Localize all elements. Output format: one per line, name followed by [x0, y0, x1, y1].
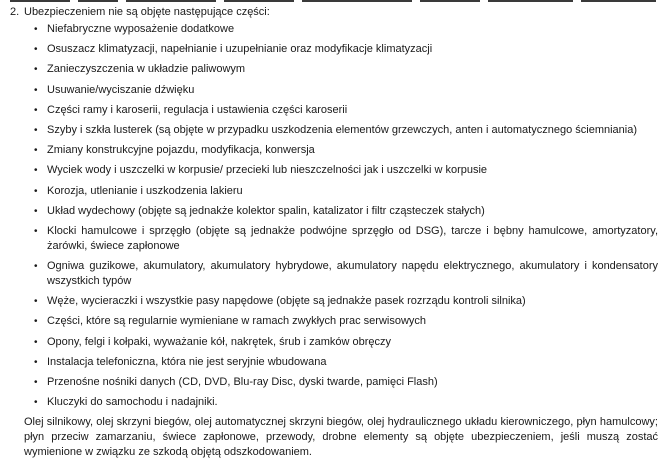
list-item: • Opony, felgi i kołpaki, wyważanie kół, nakrętek, śrub i zamków obręczy [34, 335, 658, 350]
section-number: 2. [10, 6, 20, 18]
cropped-text-edge [0, 0, 668, 2]
list-item: • Zmiany konstrukcyjne pojazdu, modyfikacja, konwersja [34, 143, 658, 158]
list-item: • Układ wydechowy (objęte są jednakże kolektor spalin, katalizator i filtr cząsteczek stałych) [34, 204, 658, 219]
list-item: • Węże, wycieraczki i wszystkie pasy napędowe (objęte są jednakże pasek rozrządu kontroli silnika) [34, 294, 658, 309]
list-item: • Korozja, utlenianie i uszkodzenia lakieru [34, 184, 658, 199]
list-item: • Instalacja telefoniczna, która nie jest seryjnie wbudowana [34, 355, 658, 370]
list-item: • Ogniwa guzikowe, akumulatory, akumulatory hybrydowe, akumulatory napędu elektrycznego, akumulatory i kondensatory wszystkich typów [34, 259, 658, 289]
section-heading-text: Ubezpieczeniem nie są objęte następujące części: [24, 6, 270, 18]
list-item: • Klocki hamulcowe i sprzęgło (objęte są jednakże podwójne sprzęgło od DSG), tarcze i bębny hamulcowe, amortyzatory, żarówki, świece zapłonowe [34, 224, 658, 254]
list-item: • Usuwanie/wyciszanie dźwięku [34, 83, 658, 98]
list-item: • Przenośne nośniki danych (CD, DVD, Blu-ray Disc, dyski twarde, pamięci Flash) [34, 375, 658, 390]
list-item: • Części, które są regularnie wymieniane w ramach zwykłych prac serwisowych [34, 314, 658, 329]
list-item: • Niefabryczne wyposażenie dodatkowe [34, 22, 658, 37]
list-item: • Wyciek wody i uszczelki w korpusie/ przecieki lub nieszczelności jak i uszczelki w korpusie [34, 163, 658, 178]
list-item: • Kluczyki do samochodu i nadajniki. [34, 395, 658, 410]
list-item: • Szyby i szkła lusterek (są objęte w przypadku uszkodzenia elementów grzewczych, anten i automatycznego ściemniania) [34, 123, 658, 138]
list-item: • Części ramy i karoserii, regulacja i ustawienia części karoserii [34, 103, 658, 118]
excluded-parts-list [10, 22, 658, 410]
covered-parts-paragraph: Olej silnikowy, olej skrzyni biegów, olej automatycznej skrzyni biegów, olej hydraulicznego układu kierowniczego, płyn hamulcowy; płyn przeciw zamarzaniu, świece zapłonowe, przewody, drobne elementy są objęte ubezpieczeniem, jeśli muszą zostać wymienione w związku ze szkodą objętą odszkodowaniem. [24, 416, 658, 459]
section-heading [10, 5, 658, 20]
list-item: • Osuszacz klimatyzacji, napełnianie i uzupełnianie oraz modyfikacje klimatyzacji [34, 42, 658, 57]
list-item: • Zanieczyszczenia w układzie paliwowym [34, 62, 658, 77]
